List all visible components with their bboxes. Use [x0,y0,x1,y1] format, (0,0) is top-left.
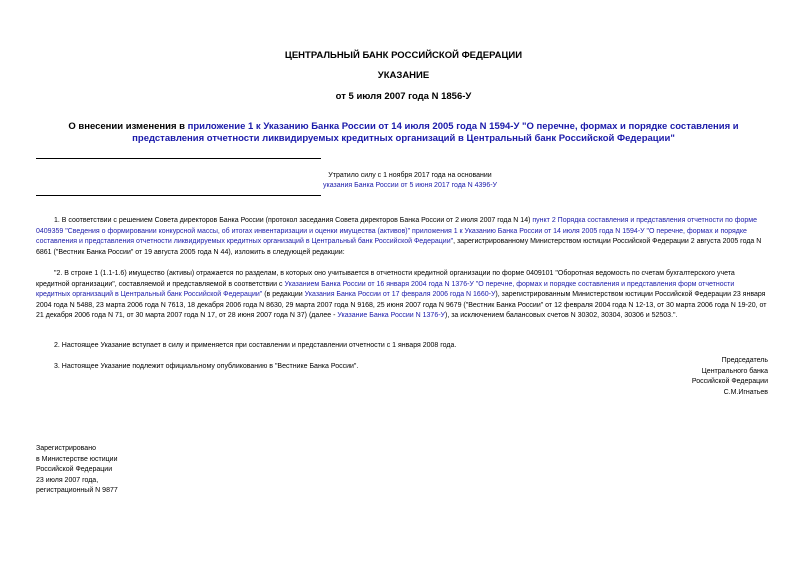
paragraph-2-link-1[interactable]: Указанием Банка России от 16 января 2004 года N 1376-У "О перечне, формах и порядке составления и представления форм отчетности кредитных организаций в Центральный банк Российской Федерации" [36,280,735,298]
paragraph-2-text-a: "2. В строке 1 (1.1-1.6) имущество (активы) отражается по разделам, в которых оно учитывается в отчетности кредитной организации по форме 0409101 "Оборотная ведомость по счетам бухгалтерского учета кредитной организации", составляемой и представляемой в соответствии с [36,270,735,288]
paragraph-2-text-b: (в редакции [262,291,305,298]
signature-line-3: Российской Федерации [691,378,768,385]
paragraph-2-link-3[interactable]: Указание Банка России N 1376-У [337,312,445,319]
paragraph-3: 2. Настоящее Указание вступает в силу и применяется при составлении и представлении отчетности с 1 января 2008 года. [54,342,457,349]
title-prefix: О внесении изменения в [68,121,188,132]
signature-line-4: С.М.Игнатьев [723,388,768,396]
paragraph-1 [36,216,770,258]
paragraph-1-text-a: 1. В соответствии с решением Совета директоров Банка России (протокол заседания Совета директоров Банка России от 2 июля 2007 года N 14) [54,217,533,224]
paragraph-4: 3. Настоящее Указание подлежит официальному опубликованию в "Вестнике Банка России". [54,363,359,370]
registration-line-2: в Министерстве юстиции [36,455,118,463]
paragraph-2-link-2[interactable]: Указания Банка России от 17 февраля 2006 года N 1660-У [304,291,496,298]
paragraph-1-link[interactable]: пункт 2 Порядка составления и представления отчетности по форме 0409359 "Сведения о формировании конкурсной массы, об итогах инвентаризации и оценки имущества (активов)" приложения 1 к Указанию Банка России от 14 июля 2005 года N 1594-У "О перечне, формах и порядке составления и представления отчетности ликвидируемых кредитных организаций в Центральный банк Российской Федерации" [36,217,757,245]
paragraph-1-text-b: , зарегистрированному Министерством юстиции Российской Федерации 2 августа 2005 года N 6861 ("Вестник Банка России" от 19 августа 2005 года N 44), изложить в следующей редакции: [36,238,762,256]
signature-block [560,356,768,398]
signature-line-1: Председатель [721,357,768,364]
lost-force-text: Утратило силу с 1 ноября 2017 года на основании [328,172,492,179]
document-date: от 5 июля 2007 года N 1856-У [335,91,472,102]
registration-block [36,444,236,497]
paragraph-2-text-c: ), зарегистрированным Министерством юстиции Российской Федерации 23 января 2004 года N 5488, 23 марта 2006 года N 7613, 18 декабря 2006 года N 8630, 29 марта 2007 года N 9168, 25 июня 2007 года N 9679 ("Вестник Банка России" от 12 февраля 2004 года N 12-13, от 30 марта 2006 года N 19-20, от 21 декабря 2006 года N 71, от 30 марта 2007 года N 17, от 28 июня 2007 года N 37) (далее - [36,291,767,319]
signature-line-2: Центрального банка [701,367,768,375]
lost-force-note [300,171,520,191]
registration-line-1: Зарегистрировано [36,445,96,452]
bank-name: ЦЕНТРАЛЬНЫЙ БАНК РОССИЙСКОЙ ФЕДЕРАЦИИ [284,50,523,61]
document-title [40,121,767,145]
paragraph-2 [36,269,770,322]
paragraph-2-text-d: ), за исключением балансовых счетов N 30302, 30304, 30306 и 52503.". [445,312,678,319]
lost-force-link[interactable]: указания Банка России от 5 июня 2017 года N 4396-У [323,182,497,189]
divider-bottom [36,195,321,196]
registration-line-4: 23 июля 2007 года, [36,476,99,484]
registration-line-3: Российской Федерации [36,466,113,473]
document-type: УКАЗАНИЕ [377,70,430,81]
title-link[interactable]: приложение 1 к Указанию Банка России от 14 июля 2005 года N 1594-У "О перечне, формах и порядке составления и представления отчетности ликвидируемых кредитных организаций в Центральный банк Российской Федерации" [132,121,739,144]
registration-line-5: регистрационный N 9877 [36,487,118,494]
divider-top [36,158,321,159]
